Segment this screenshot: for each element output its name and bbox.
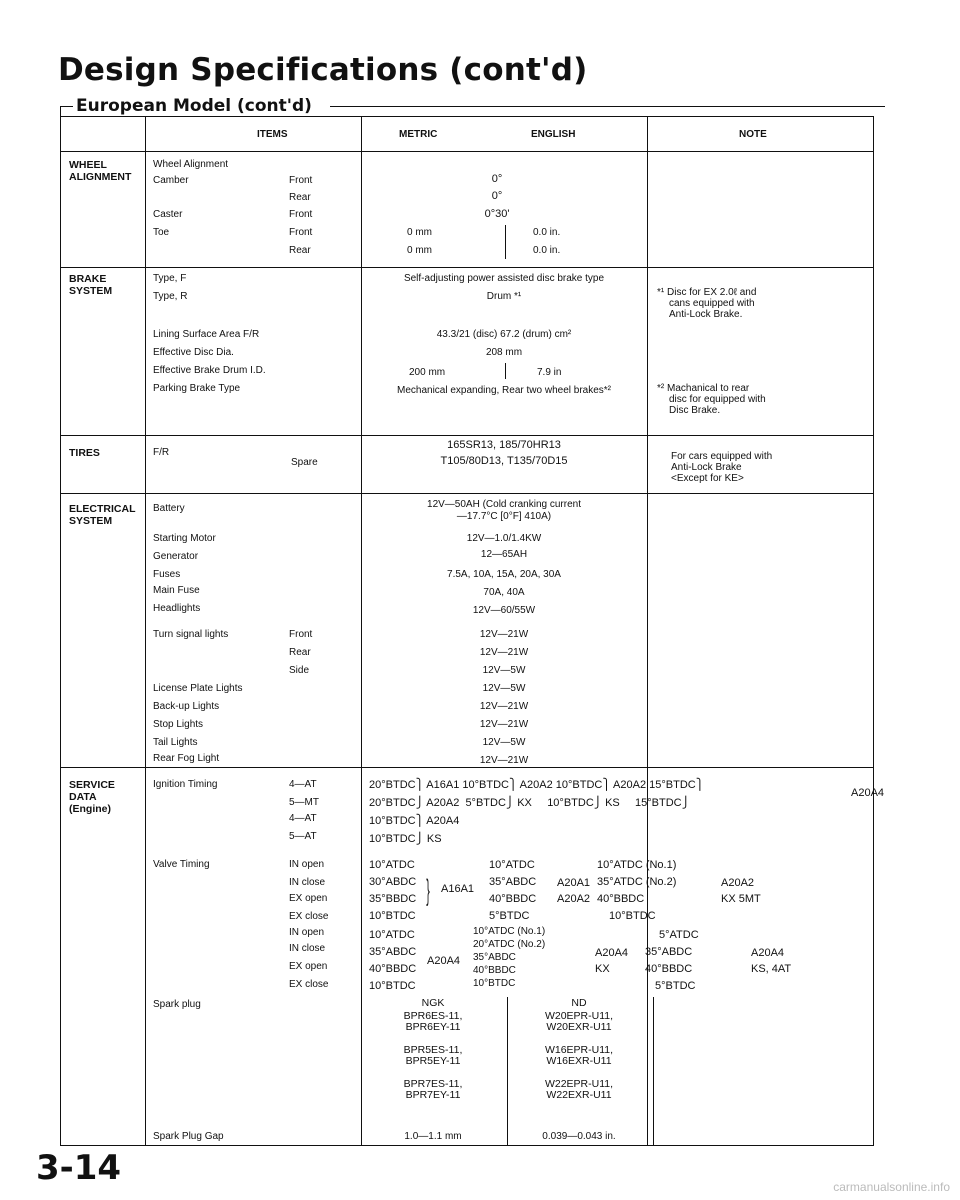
page-title: Design Specifications (cont'd) xyxy=(58,52,588,88)
valve-value: 30°ABDC xyxy=(369,876,417,888)
spark-value: W20EXR-U11 xyxy=(546,1021,612,1033)
item-sub: IN close xyxy=(289,877,326,888)
note-line: Disc Brake. xyxy=(669,405,721,416)
valve-value: 10°ATDC xyxy=(369,929,415,941)
item-label: Lining Surface Area F/R xyxy=(153,329,260,340)
item-label: Main Fuse xyxy=(153,585,200,596)
spark-value: BPR7ES-11, xyxy=(403,1078,463,1090)
ign-value: 10°BTDC xyxy=(547,797,594,809)
section-electrical-1: ELECTRICAL xyxy=(69,503,136,515)
section-wheel-2: ALIGNMENT xyxy=(69,171,132,183)
spark-value: BPR6ES-11, xyxy=(403,1010,463,1022)
value: 12—65AH xyxy=(480,549,528,560)
valve-col xyxy=(489,857,536,925)
spark-value: BPR5ES-11, xyxy=(403,1044,463,1056)
ign-row-3: 10°BTDC⎫ A20A4 xyxy=(369,815,460,827)
section-service-2: DATA xyxy=(69,791,97,803)
value: 7.5A, 10A, 15A, 20A, 30A xyxy=(447,569,561,580)
subtitle-label: European Model (cont'd) xyxy=(76,96,316,116)
valve-value: 5°BTDC xyxy=(489,910,530,922)
item-label: Rear Fog Light xyxy=(153,753,220,764)
row-rule-electrical xyxy=(61,767,873,768)
item-sub: 4—AT xyxy=(289,779,317,790)
valve-col xyxy=(597,857,676,925)
item-sub: 5—AT xyxy=(289,831,317,842)
value: Drum *¹ xyxy=(486,291,522,302)
subtitle-rule xyxy=(330,106,885,107)
header-metric: METRIC xyxy=(399,129,438,140)
section-tires: TIRES xyxy=(69,447,100,459)
note-line: *² Machanical to rear xyxy=(657,383,750,394)
divider xyxy=(505,225,506,259)
ign-row-1: 20°BTDC⎫ A16A1 10°BTDC⎫ A20A2 10°BTDC⎫ A20A2 15°BTDC⎫ xyxy=(369,779,704,791)
item-label: Tail Lights xyxy=(153,737,198,748)
valve-tag: A20A4 xyxy=(751,947,785,959)
note-line: Anti-Lock Brake xyxy=(671,462,742,473)
valve-value: 10°ATDC (No.1) xyxy=(597,859,677,871)
value: 12V—60/55W xyxy=(472,605,536,616)
ign-tag: A20A2 xyxy=(426,797,460,809)
spark-value: W20EPR-U11, xyxy=(544,1010,614,1022)
row-rule-tires xyxy=(61,493,873,494)
value: 12V—21W xyxy=(479,719,529,730)
ign-tag: A20A4 xyxy=(426,815,460,827)
spark-col-nd xyxy=(545,1011,613,1101)
value: 12V—21W xyxy=(479,629,529,640)
valve-tag: KX 5MT xyxy=(721,893,761,905)
value: 12V—5W xyxy=(482,665,526,676)
ign-value: 20°BTDC xyxy=(369,797,416,809)
valve-value: 10°BTDC xyxy=(609,910,656,922)
valve-value: 10°ATDC xyxy=(369,859,415,871)
item-label: Battery xyxy=(153,503,185,514)
valve-tag: A20A2 xyxy=(557,893,591,905)
valve-tag: KS, 4AT xyxy=(751,963,792,975)
valve-value: 35°ABDC xyxy=(473,952,516,963)
spark-value: W16EPR-U11, xyxy=(544,1044,614,1056)
ign-value: 10°BTDC xyxy=(555,779,603,791)
value: T105/80D13, T135/70D15 xyxy=(440,455,568,467)
item-label: Type, R xyxy=(153,291,188,302)
item-label: Effective Disc Dia. xyxy=(153,347,234,358)
valve-value: 40°BBDC xyxy=(369,963,417,975)
section-wheel-1: WHEEL xyxy=(69,159,107,171)
valve-tag: KX xyxy=(595,963,610,975)
gap-english: 0.039—0.043 in. xyxy=(542,1131,616,1142)
row-rule-header xyxy=(61,151,873,152)
spark-value: BPR7EY-11 xyxy=(405,1089,461,1101)
valve-value: 35°ABDC xyxy=(645,946,693,958)
spark-head: NGK xyxy=(421,997,445,1009)
item-label: License Plate Lights xyxy=(153,683,243,694)
valve-tag: A20A4 xyxy=(595,947,629,959)
valve-value: 10°ATDC (No.1) xyxy=(473,926,546,937)
value: 12V—5W xyxy=(482,683,526,694)
valve-tag: A20A2 xyxy=(721,877,755,889)
spark-value: BPR6EY-11 xyxy=(405,1021,461,1033)
value: Self-adjusting power assisted disc brake type xyxy=(403,273,605,284)
ign-tag: A20A4 xyxy=(851,787,885,799)
value: 7.9 in xyxy=(537,367,562,378)
valve-value: 35°ABDC xyxy=(369,946,417,958)
ign-value: 20°BTDC xyxy=(369,779,416,791)
valve-value: 35°ABDC xyxy=(489,876,537,888)
col-rule-2 xyxy=(361,117,362,1145)
note-line: disc for equipped with xyxy=(669,394,766,405)
item-label: Caster xyxy=(153,209,183,220)
item-sub: Front xyxy=(289,209,313,220)
header-english: ENGLISH xyxy=(531,129,576,140)
item-sub: 5—MT xyxy=(289,797,319,808)
item-sub: Front xyxy=(289,629,313,640)
row-rule-brake xyxy=(61,435,873,436)
col-rule-1 xyxy=(145,117,146,1145)
item-label: Starting Motor xyxy=(153,533,216,544)
item-label: F/R xyxy=(153,447,170,458)
ign-value: 10°BTDC xyxy=(369,833,416,845)
note-line: *¹ Disc for EX 2.0ℓ and xyxy=(657,287,757,298)
value: 208 mm xyxy=(485,347,523,358)
item-sub: Front xyxy=(289,175,313,186)
spec-table xyxy=(60,116,885,1146)
value: 12V—21W xyxy=(479,701,529,712)
header-note: NOTE xyxy=(739,129,767,140)
value: 12V—5W xyxy=(482,737,526,748)
section-brake-2: SYSTEM xyxy=(69,285,113,297)
item-label: Wheel Alignment xyxy=(153,159,229,170)
valve-value: 10°BTDC xyxy=(369,980,416,992)
valve-value: 35°ATDC (No.2) xyxy=(597,876,677,888)
item-label: Back-up Lights xyxy=(153,701,220,712)
ign-tag: KS xyxy=(426,833,442,845)
value: 12V—21W xyxy=(479,647,529,658)
spark-value: W22EXR-U11 xyxy=(546,1089,612,1101)
valve-tag: A20A4 xyxy=(427,955,461,967)
section-electrical-2: SYSTEM xyxy=(69,515,113,527)
note-line: Anti-Lock Brake. xyxy=(669,309,743,320)
ign-row-4: 10°BTDC⎭ KS xyxy=(369,833,442,845)
item-label: Camber xyxy=(153,175,189,186)
item-sub: EX open xyxy=(289,961,328,972)
valve-col xyxy=(369,857,416,925)
ign-value: 5°BTDC xyxy=(465,797,506,809)
item-sub: Rear xyxy=(289,245,311,256)
item-label: Type, F xyxy=(153,273,187,284)
valve-value: 5°BTDC xyxy=(655,980,696,992)
header-items: ITEMS xyxy=(257,129,288,140)
value: 12V—50AH (Cold cranking current xyxy=(427,499,581,510)
page-number: 3-14 xyxy=(36,1148,122,1188)
spark-value: W16EXR-U11 xyxy=(546,1055,612,1067)
item-label: Spark plug xyxy=(153,999,201,1010)
value: 165SR13, 185/70HR13 xyxy=(447,439,561,451)
valve-tag: A16A1 xyxy=(441,883,475,895)
valve-value: 40°BBDC xyxy=(489,893,537,905)
note-line: cans equipped with xyxy=(669,298,755,309)
item-label: Fuses xyxy=(153,569,181,580)
gap-metric: 1.0—1.1 mm xyxy=(404,1131,462,1142)
item-sub: IN close xyxy=(289,943,326,954)
value: —17.7°C [0°F] 410A) xyxy=(456,511,552,522)
value: 0.0 in. xyxy=(533,227,561,238)
value: 0 mm xyxy=(407,245,432,256)
item-sub: EX close xyxy=(289,979,329,990)
item-sub: IN open xyxy=(289,859,325,870)
item-label: Effective Brake Drum I.D. xyxy=(153,365,266,376)
value: 12V—21W xyxy=(479,755,529,766)
item-sub: Front xyxy=(289,227,313,238)
item-label: Stop Lights xyxy=(153,719,204,730)
section-brake-1: BRAKE xyxy=(69,273,107,285)
divider xyxy=(507,997,508,1145)
item-label: Ignition Timing xyxy=(153,779,218,790)
ign-tag: KS xyxy=(605,797,620,809)
valve-value: 20°ATDC (No.2) xyxy=(473,939,546,950)
value: 12V—1.0/1.4KW xyxy=(466,533,542,544)
valve-col xyxy=(645,927,699,995)
watermark: carmanualsonline.info xyxy=(833,1180,950,1194)
note-line: <Except for KE> xyxy=(671,473,744,484)
ign-value: 15°BTDC xyxy=(649,779,696,791)
ign-value: 10°BTDC xyxy=(369,815,416,827)
note-tires xyxy=(671,451,772,484)
item-label: Spark Plug Gap xyxy=(153,1131,224,1142)
section-service-1: SERVICE xyxy=(69,779,115,791)
valve-value: 35°BBDC xyxy=(369,893,417,905)
value: 200 mm xyxy=(409,367,446,378)
item-sub: Side xyxy=(289,665,310,676)
item-label: Toe xyxy=(153,227,170,238)
ign-value: 15°BTDC xyxy=(635,797,682,809)
valve-col xyxy=(473,925,545,990)
valve-value: 40°BBDC xyxy=(597,893,645,905)
spark-value: BPR5EY-11 xyxy=(405,1055,461,1067)
item-label: Valve Timing xyxy=(153,859,210,870)
value: 43.3/21 (disc) 67.2 (drum) cm² xyxy=(436,329,572,340)
valve-value: 5°ATDC xyxy=(659,929,699,941)
ign-tag: A20A2 xyxy=(613,779,647,791)
spark-head: ND xyxy=(571,997,587,1009)
value: 70A, 40A xyxy=(483,587,525,598)
divider xyxy=(653,997,654,1145)
value: 0.0 in. xyxy=(533,245,561,256)
item-sub: IN open xyxy=(289,927,325,938)
ign-tag: A16A1 xyxy=(426,779,460,791)
section-service-3: (Engine) xyxy=(69,803,111,815)
valve-value: 10°ATDC xyxy=(489,859,535,871)
item-label: Generator xyxy=(153,551,199,562)
ign-tag: KX xyxy=(517,797,532,809)
item-sub: Spare xyxy=(291,457,318,468)
ign-tag: A20A2 xyxy=(519,779,553,791)
divider xyxy=(505,363,506,379)
note-brake-1 xyxy=(657,287,756,320)
value: 0°30' xyxy=(484,208,510,220)
item-sub: EX close xyxy=(289,911,329,922)
spark-col-ngk xyxy=(404,1011,463,1101)
item-label: Parking Brake Type xyxy=(153,383,241,394)
note-brake-2 xyxy=(657,383,766,416)
item-label: Headlights xyxy=(153,603,201,614)
item-label: Turn signal lights xyxy=(153,629,229,640)
row-rule-wheel xyxy=(61,267,873,268)
item-sub: Rear xyxy=(289,192,311,203)
ign-value: 10°BTDC xyxy=(462,779,509,791)
valve-value: 40°BBDC xyxy=(645,963,693,975)
value: 0° xyxy=(491,173,503,185)
value: Mechanical expanding, Rear two wheel brakes*² xyxy=(396,385,612,396)
valve-col xyxy=(369,927,416,995)
spark-value: W22EPR-U11, xyxy=(544,1078,614,1090)
valve-tag: A20A1 xyxy=(557,877,591,889)
value: 0 mm xyxy=(407,227,432,238)
item-sub: 4—AT xyxy=(289,813,317,824)
item-sub: Rear xyxy=(289,647,311,658)
valve-value: 10°BTDC xyxy=(473,978,516,989)
brace-icon: } xyxy=(426,874,430,907)
valve-value: 40°BBDC xyxy=(473,965,516,976)
item-sub: EX open xyxy=(289,893,328,904)
valve-value: 10°BTDC xyxy=(369,910,416,922)
value: 0° xyxy=(491,190,503,202)
ign-row-2: 20°BTDC⎭ A20A2 5°BTDC⎭ KX 10°BTDC⎭ KS 15°BTDC⎭ xyxy=(369,797,690,809)
note-line: For cars equipped with xyxy=(671,451,773,462)
